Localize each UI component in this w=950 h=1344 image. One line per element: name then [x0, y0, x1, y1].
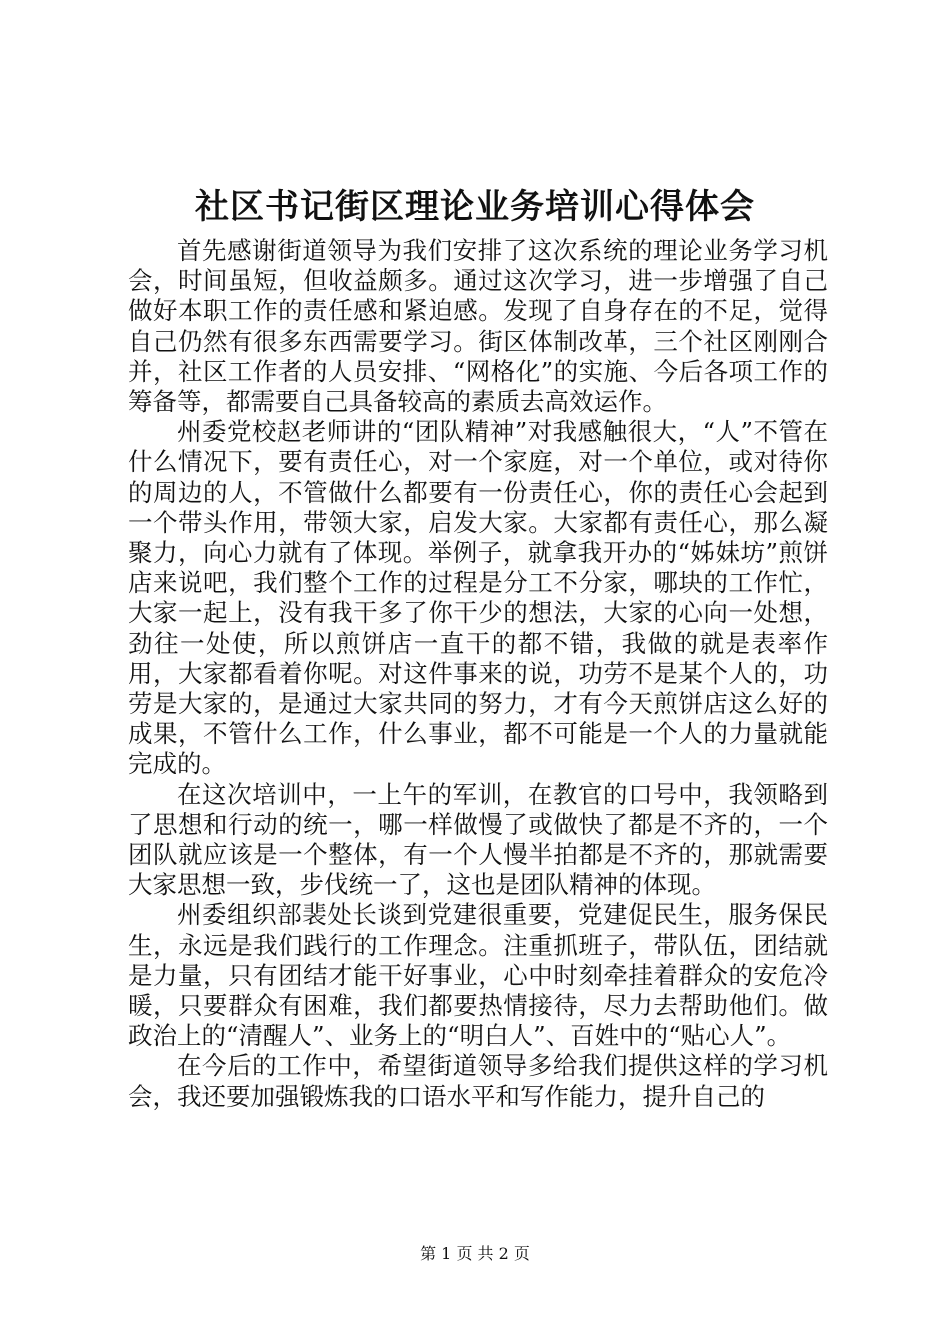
document-body	[128, 236, 828, 1112]
paragraph-5: 在今后的工作中，希望街道领导多给我们提供这样的学习机会，我还要加强锻炼我的口语水平和写作能力，提升自己的	[128, 1051, 828, 1111]
document-title: 社区书记街区理论业务培训心得体会	[195, 187, 755, 227]
page-footer: 第 1 页 共 2 页	[420, 1244, 530, 1263]
paragraph-3: 在这次培训中，一上午的军训，在教官的口号中，我领略到了思想和行动的统一，哪一样做慢了或做快了都是不齐的，一个团队就应该是一个整体，有一个人慢半拍都是不齐的，那就需要大家思想一致，步伐统一了，这也是团队精神的体现。	[128, 779, 828, 900]
paragraph-1: 首先感谢街道领导为我们安排了这次系统的理论业务学习机会，时间虽短，但收益颇多。通过这次学习，进一步增强了自己做好本职工作的责任感和紧迫感。发现了自身存在的不足，觉得自己仍然有很多东西需要学习。街区体制改革，三个社区刚刚合并，社区工作者的人员安排、“网格化”的实施、今后各项工作的筹备等，都需要自己具备较高的素质去高效运作。	[128, 236, 828, 417]
paragraph-2: 州委党校赵老师讲的“团队精神”对我感触很大，“人”不管在什么情况下，要有责任心，对一个家庭，对一个单位，或对待你的周边的人，不管做什么都要有一份责任心，你的责任心会起到一个带头作用，带领大家，启发大家。大家都有责任心，那么凝聚力，向心力就有了体现。举例子，就拿我开办的“姊妹坊”煎饼店来说吧，我们整个工作的过程是分工不分家，哪块的工作忙，大家一起上，没有我干多了你干少的想法，大家的心向一处想，劲往一处使，所以煎饼店一直干的都不错，我做的就是表率作用，大家都看着你呢。对这件事来的说，功劳不是某个人的，功劳是大家的，是通过大家共同的努力，才有今天煎饼店这么好的成果，不管什么工作，什么事业，都不可能是一个人的力量就能完成的。	[128, 417, 828, 779]
paragraph-4: 州委组织部裴处长谈到党建很重要，党建促民生，服务保民生，永远是我们践行的工作理念。注重抓班子，带队伍，团结就是力量，只有团结才能干好事业，心中时刻牵挂着群众的安危冷暖，只要群众有困难，我们都要热情接待，尽力去帮助他们。做政治上的“清醒人”、业务上的“明白人”、百姓中的“贴心人”。	[128, 900, 828, 1051]
